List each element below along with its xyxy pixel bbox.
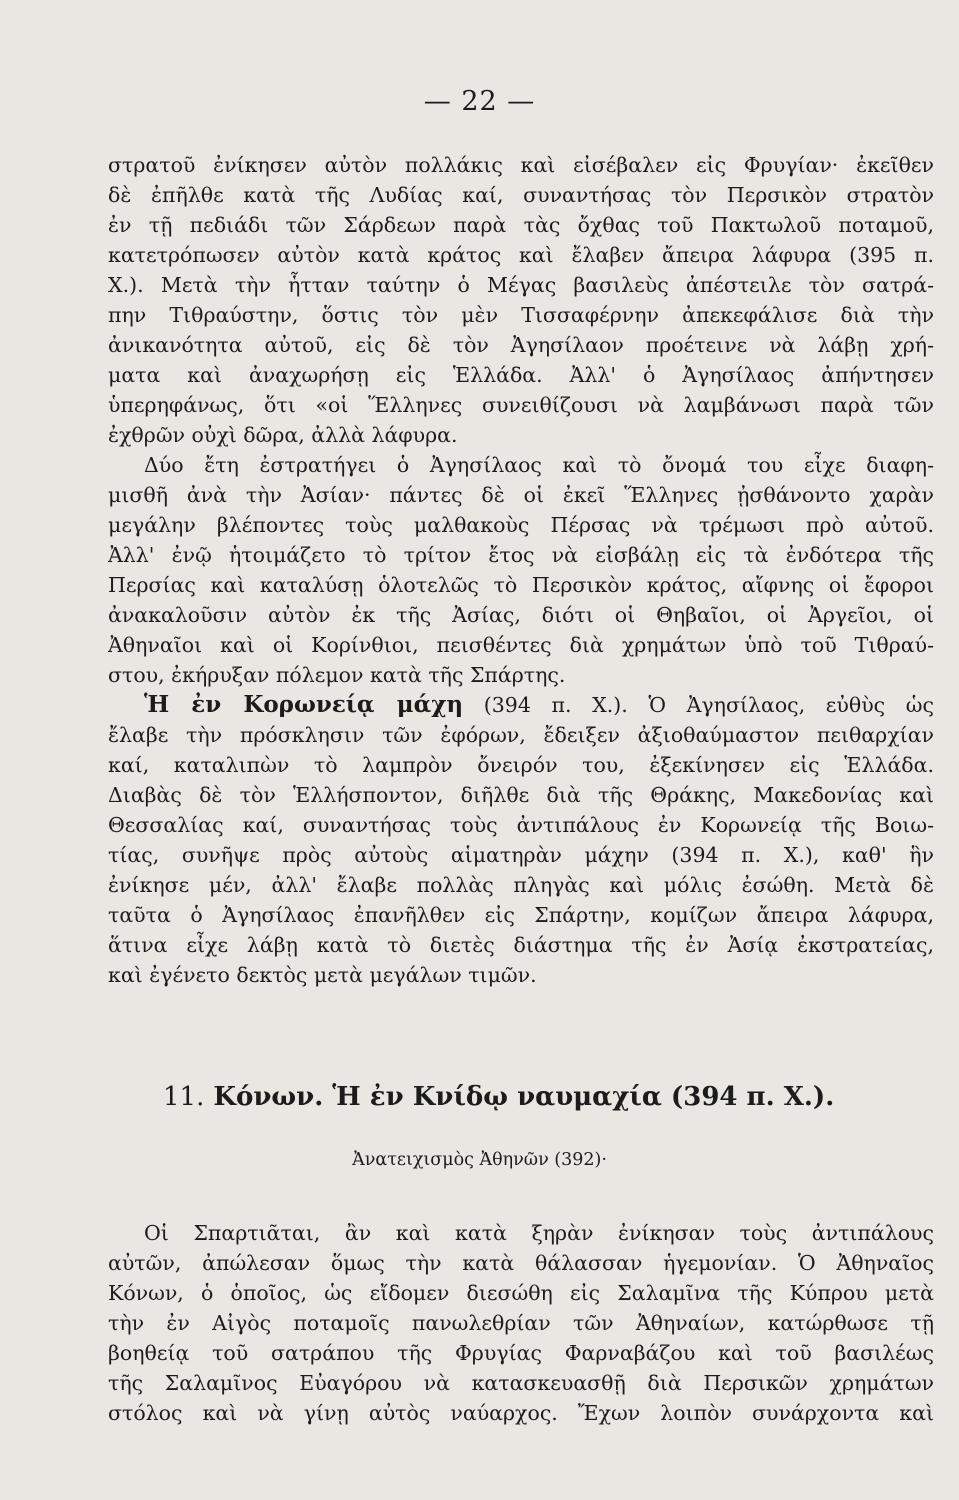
page-number: — 22 — [423, 86, 536, 117]
koroneia-heading-line [108, 690, 934, 720]
text-line: Ἀθηναῖοι καὶ οἱ Κορίνθιοι, πεισθέντες διὰ χρημάτων ὑπὸ τοῦ Τιθραύ- [108, 633, 934, 657]
text-line: πην Τιθραύστην, ὅστις τὸν μὲν Τισσαφέρνην ἀπεκεφάλισε διὰ τὴν [108, 303, 934, 327]
text-line: Ἀλλ' ἐνῷ ἡτοιμάζετο τὸ τρίτον ἔτος νὰ εἰσβάλῃ εἰς τὰ ἐνδότερα τῆς [108, 543, 934, 567]
text-block-lower [108, 1218, 934, 1428]
text-line: καί, καταλιπὼν τὸ λαμπρὸν ὄνειρόν του, ἐξεκίνησεν εἰς Ἑλλάδα. [108, 753, 934, 777]
text-line: Διαβὰς δὲ τὸν Ἑλλήσποντον, διῆλθε διὰ τῆς Θράκης, Μακεδονίας καὶ [108, 783, 934, 807]
text-line: Οἱ Σπαρτιᾶται, ἂν καὶ κατὰ ξηρὰν ἐνίκησαν τοὺς ἀντιπάλους [144, 1221, 934, 1245]
text-line: στρατοῦ ἐνίκησεν αὐτὸν πολλάκις καὶ εἰσέβαλεν εἰς Φρυγίαν· ἐκεῖθεν [108, 153, 934, 177]
text-line: κατετρόπωσεν αὐτὸν κατὰ κράτος καὶ ἔλαβεν ἄπειρα λάφυρα (395 π. [108, 243, 934, 267]
text-line: Θεσσαλίας καί, συναντήσας τοὺς ἀντιπάλους ἐν Κορωνείᾳ τῆς Βοιω- [108, 813, 934, 837]
section-subheading: Ἀνατειχισμὸς Ἀθηνῶν (392)· [352, 1150, 607, 1170]
text-line: τῆς Σαλαμῖνος Εὐαγόρου νὰ κατασκευασθῇ διὰ Περσικῶν χρημάτων [108, 1371, 934, 1395]
section-number: 11. [163, 1082, 205, 1112]
koroneia-title: Ἡ ἐν Κορωνείᾳ μάχη [144, 691, 464, 718]
text-line: ἐνίκησε μέν, ἀλλ' ἔλαβε πολλὰς πληγὰς καὶ μόλις ἐσώθη. Μετὰ δὲ [108, 873, 934, 897]
koroneia-date: (394 π. Χ.). Ὁ Ἀγησίλαος, εὐθὺς ὡς [483, 693, 934, 717]
text-block-upper [108, 150, 934, 990]
text-line: ἐν τῇ πεδιάδι τῶν Σάρδεων παρὰ τὰς ὄχθας τοῦ Πακτωλοῦ ποταμοῦ, [108, 213, 934, 237]
text-line: ταῦτα ὁ Ἀγησίλαος ἐπανῆλθεν εἰς Σπάρτην, κομίζων ἄπειρα λάφυρα, [108, 903, 934, 927]
text-line: ἅτινα εἶχε λάβῃ κατὰ τὸ διετὲς διάστημα τῆς ἐν Ἀσίᾳ ἐκστρατείας, [108, 933, 934, 957]
text-line: καὶ ἐγένετο δεκτὸς μετὰ μεγάλων τιμῶν. [108, 963, 537, 987]
text-line: βοηθείᾳ τοῦ σατράπου τῆς Φρυγίας Φαρναβάζου καὶ τοῦ βασιλέως [108, 1341, 934, 1365]
text-line: στόλος καὶ νὰ γίνῃ αὐτὸς ναύαρχος. Ἔχων λοιπὸν συνάρχοντα καὶ [108, 1401, 934, 1425]
text-line: Περσίας καὶ καταλύσῃ ὁλοτελῶς τὸ Περσικὸν κράτος, αἴφνης οἱ ἔφοροι [108, 573, 934, 597]
text-line: τὴν ἐν Αἰγὸς ποταμοῖς πανωλεθρίαν τῶν Ἀθηναίων, κατώρθωσε τῇ [108, 1311, 934, 1335]
text-line: ὑπερηφάνως, ὅτι «οἱ Ἕλληνες συνειθίζουσι νὰ λαμβάνωσι παρὰ τῶν [108, 393, 934, 417]
text-line: ἀνικανότητα αὐτοῦ, εἰς δὲ τὸν Ἀγησίλαον προέτεινε νὰ λάβῃ χρή- [108, 333, 934, 357]
text-line: στου, ἐκήρυξαν πόλεμον κατὰ τῆς Σπάρτης. [108, 663, 566, 687]
section-heading [163, 1082, 903, 1112]
text-line: τίας, συνῆψε πρὸς αὐτοὺς αἱματηρὰν μάχην (394 π. Χ.), καθ' ἣν [108, 843, 934, 867]
text-line: Δύο ἔτη ἐστρατήγει ὁ Ἀγησίλαος καὶ τὸ ὄνομά του εἶχε διαφη- [144, 453, 934, 477]
text-line: ἔλαβε τὴν πρόσκλησιν τῶν ἐφόρων, ἔδειξεν ἀξιοθαύμαστον πειθαρχίαν [108, 723, 934, 747]
text-line: αὐτῶν, ἀπώλεσαν ὅμως τὴν κατὰ θάλασσαν ἡγεμονίαν. Ὁ Ἀθηναῖος [108, 1251, 934, 1275]
text-line: ματα καὶ ἀναχωρήσῃ εἰς Ἑλλάδα. Ἀλλ' ὁ Ἀγησίλαος ἀπήντησεν [108, 363, 934, 387]
text-line: μεγάλην βλέποντες τοὺς μαλθακοὺς Πέρσας νὰ τρέμωσι πρὸ αὐτοῦ. [108, 513, 934, 537]
text-line: Χ.). Μετὰ τὴν ἧτταν ταύτην ὁ Μέγας βασιλεὺς ἀπέστειλε τὸν σατρά- [108, 273, 934, 297]
text-line: Κόνων, ὁ ὁποῖος, ὡς εἴδομεν διεσώθη εἰς Σαλαμῖνα τῆς Κύπρου μετὰ [108, 1281, 934, 1305]
text-line: ἐχθρῶν οὐχὶ δῶρα, ἀλλὰ λάφυρα. [108, 423, 458, 447]
section-title: Κόνων. Ἡ ἐν Κνίδῳ ναυμαχία (394 π. Χ.). [213, 1082, 835, 1112]
text-line: μισθῆ ἀνὰ τὴν Ἀσίαν· πάντες δὲ οἱ ἐκεῖ Ἕλληνες ᾐσθάνοντο χαρὰν [108, 483, 934, 507]
text-line: δὲ ἐπῆλθε κατὰ τῆς Λυδίας καί, συναντήσας τὸν Περσικὸν στρατὸν [108, 183, 934, 207]
text-line: ἀνακαλοῦσιν αὐτὸν ἐκ τῆς Ἀσίας, διότι οἱ Θηβαῖοι, οἱ Ἀργεῖοι, οἱ [108, 603, 934, 627]
